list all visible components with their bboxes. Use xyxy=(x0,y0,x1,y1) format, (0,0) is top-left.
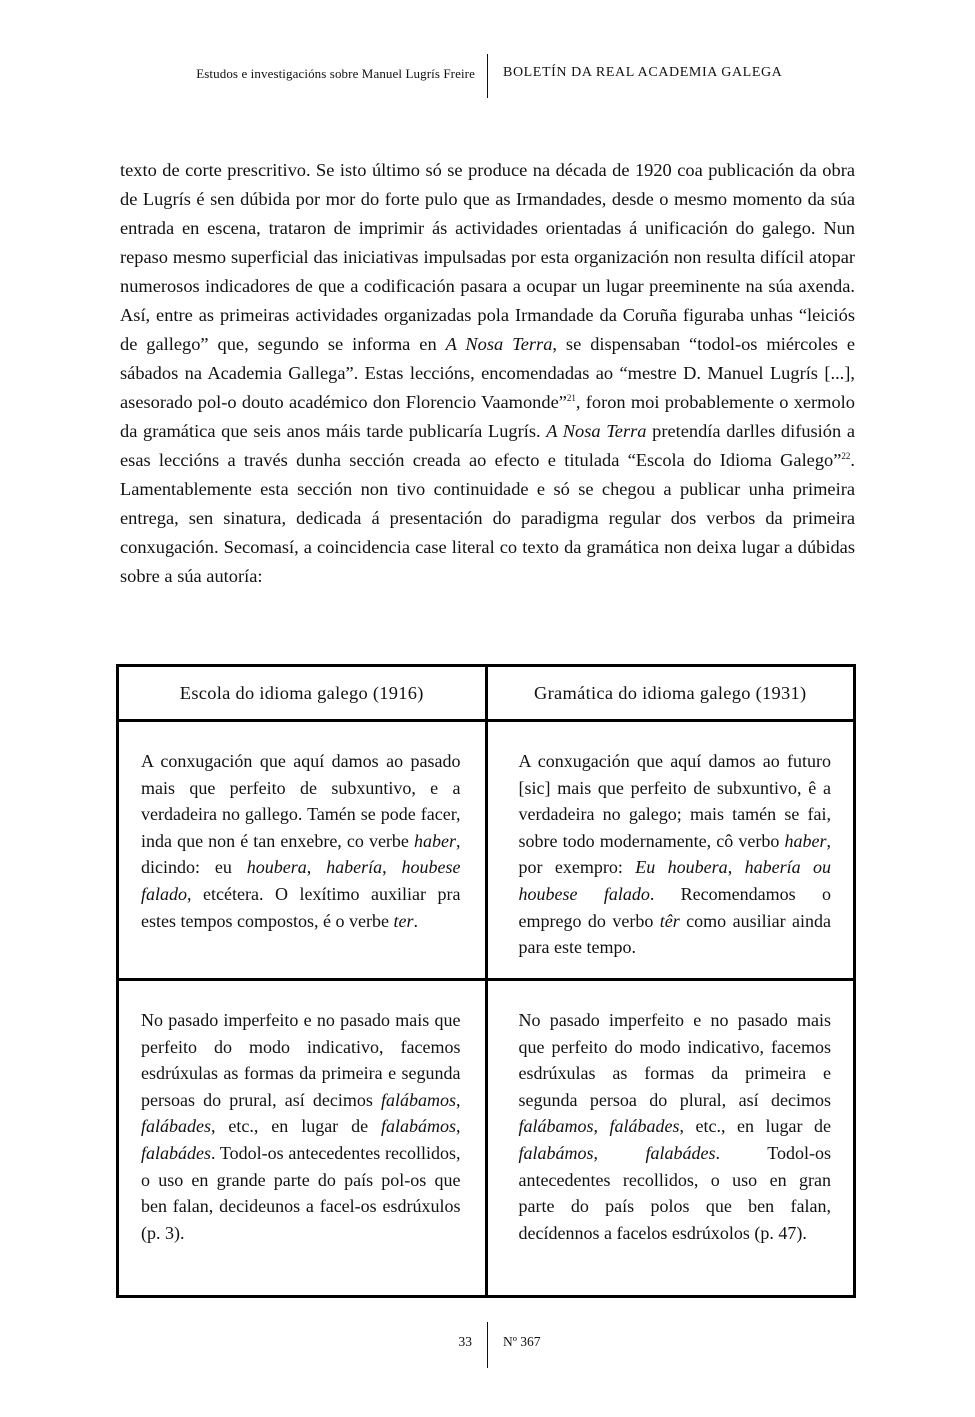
header-section-title: Estudos e investigacións sobre Manuel Lugrís Freire xyxy=(196,66,475,81)
body-text xyxy=(120,156,855,591)
page-number: 33 xyxy=(458,1334,472,1349)
table-row xyxy=(118,980,855,1297)
cell-1931-indicative: No pasado imperfeito e no pasado mais que perfeito do modo indicativo, facemos esdrúxulas as formas da primeira e segunda persoa do plural, así decimos falábamos, falábades, etc., en lugar de falabámos, falabádes. Todol-os antecedentes recollidos, o uso en gran parte do país polos que ben falan, decídennos a facelos esdrúxolos (p. 47). xyxy=(486,980,855,1297)
cell-1916-subjunctive: A conxugación que aquí damos ao pasado mais que perfeito de subxuntivo, e a verdadeira no gallego. Tamén se pode facer, inda que non é tan enxebre, co verbe haber, dicindo: eu houbera, habería, houbese falado, etcétera. O lexítimo auxiliar pra estes tempos compostos, é o verbe ter. xyxy=(118,721,487,980)
italic-title: A Nosa Terra xyxy=(445,334,553,354)
table-header-row xyxy=(118,666,855,721)
comparison-table xyxy=(116,664,856,1298)
paragraph: texto de corte prescritivo. Se isto último só se produce na década de 1920 coa publicación da obra de Lugrís é sen dúbida por mor do forte pulo que as Irmandades, desde o mesmo momento da súa entrada en escena, trataron de imprimir ás actividades orientadas á unificación do galego. Nun repaso mesmo superficial das iniciativas impulsadas por esta organización non resulta difícil atopar numerosos indicadores de que a codificación pasara a ocupar un lugar preeminente na súa axenda. Así, entre as primeiras actividades organizadas pola Irmandade da Coruña figuraba unhas “leiciós de gallego” que, segundo se informa en A Nosa Terra, se dispensaban “todol-os miércoles e sábados na Academia Gallega”. Estas leccións, encomendadas ao “mestre D. Manuel Lugrís [...], asesorado pol-o douto académico don Florencio Vaamonde”$^{21}$, foron moi probablemente o xermolo da gramática que seis anos máis tarde publicaría Lugrís. A Nosa Terra pretendía darlles difusión a esas leccións a través dunha sección creada ao efecto e titulada “Escola do Idioma Galego”$^{22}$. Lamentablemente esta sección non tivo continuidade e só se chegou a publicar unha primeira entrega, sen sinatura, dedicada á presentación do paradigma regular dos verbos da primeira conxugación. Secomasí, a coincidencia case literal co texto da gramática non deixa lugar a dúbidas sobre a súa autoría: xyxy=(120,160,855,586)
footnote-ref-22[interactable]: 22 xyxy=(841,450,851,461)
running-header xyxy=(0,60,975,100)
footnote-ref-21[interactable]: 21 xyxy=(566,392,576,403)
header-journal-title: BOLETÍN DA REAL ACADEMIA GALEGA xyxy=(503,65,783,80)
column-header-1916: Escola do idioma galego (1916) xyxy=(118,666,487,721)
cell-1916-indicative: No pasado imperfeito e no pasado mais que perfeito do modo indicativo, facemos esdrúxulas as formas da primeira e segunda persoas do prural, así decimos falábamos, falábades, etc., en lugar de falabámos, falabádes. Todol-os antecedentes recollidos, o uso en grande parte do país pol-os que ben falan, decideunos a facel-os esdrúxulos (p. 3). xyxy=(118,980,487,1297)
table-row xyxy=(118,721,855,980)
issue-number: Nº 367 xyxy=(503,1334,541,1349)
italic-title: A Nosa Terra xyxy=(546,421,647,441)
column-header-1931: Gramática do idioma galego (1931) xyxy=(486,666,855,721)
header-divider xyxy=(487,54,488,98)
cell-1931-subjunctive: A conxugación que aquí damos ao futuro [sic] mais que perfeito de subxuntivo, ê a verdadeira no galego; mais tamén se fai, sobre todo modernamente, cô verbo haber, por exempro: Eu houbera, habería ou houbese falado. Recomendamos o emprego do verbo têr como ausiliar ainda para este tempo. xyxy=(486,721,855,980)
page-footer xyxy=(0,1322,975,1372)
footer-divider xyxy=(487,1322,488,1368)
